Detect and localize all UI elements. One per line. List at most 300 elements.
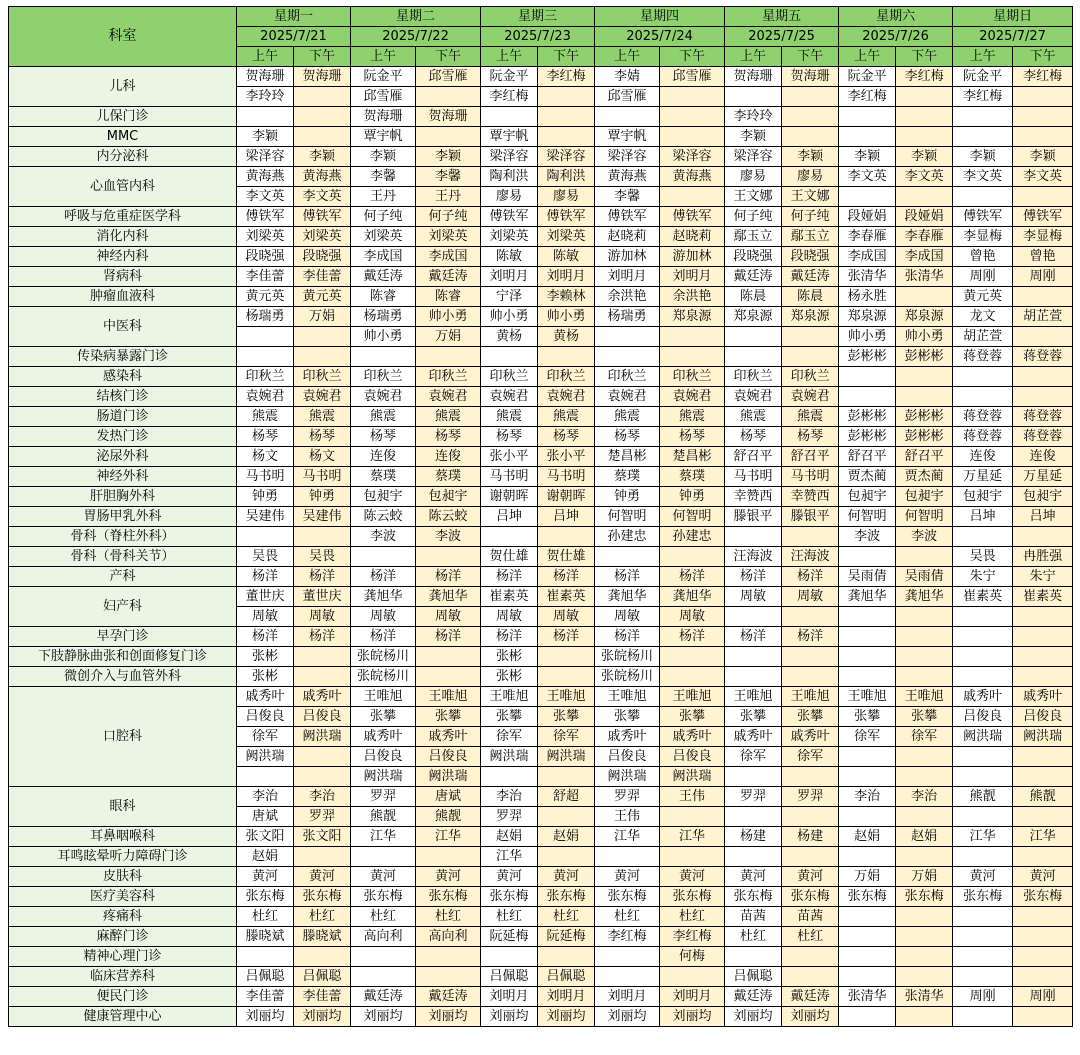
doctor-cell: 包昶宇 xyxy=(351,487,416,507)
doctor-cell: 黄河 xyxy=(294,867,351,887)
doctor-cell xyxy=(896,927,953,947)
doctor-cell: 陈晨 xyxy=(782,287,839,307)
doctor-cell: 杨洋 xyxy=(660,567,725,587)
doctor-cell: 杜红 xyxy=(481,907,538,927)
doctor-cell: 杨洋 xyxy=(660,627,725,647)
doctor-cell: 吕俊良 xyxy=(237,707,294,727)
doctor-cell: 熊震 xyxy=(351,407,416,427)
doctor-cell: 印秋兰 xyxy=(237,367,294,387)
doctor-cell: 李玲玲 xyxy=(725,107,782,127)
department-name: 内分泌科 xyxy=(9,147,237,167)
department-name: 肝胆胸外科 xyxy=(9,487,237,507)
table-row xyxy=(9,667,1073,687)
doctor-cell: 杨琴 xyxy=(351,427,416,447)
doctor-cell: 李治 xyxy=(237,787,294,807)
date-header: 2025/7/24 xyxy=(595,27,725,47)
doctor-cell xyxy=(725,87,782,107)
doctor-cell: 李春雁 xyxy=(839,227,896,247)
doctor-cell: 杨洋 xyxy=(725,567,782,587)
doctor-cell: 彭彬彬 xyxy=(839,407,896,427)
doctor-cell: 刘梁英 xyxy=(538,227,595,247)
doctor-cell: 刘梁英 xyxy=(416,227,481,247)
table-row xyxy=(9,487,1073,507)
doctor-cell xyxy=(953,807,1013,827)
doctor-cell: 刘丽均 xyxy=(416,1007,481,1027)
doctor-cell: 张彬 xyxy=(481,647,538,667)
doctor-cell xyxy=(481,347,538,367)
doctor-cell: 戴廷涛 xyxy=(725,987,782,1007)
doctor-cell xyxy=(953,947,1013,967)
doctor-cell xyxy=(953,367,1013,387)
doctor-cell: 李波 xyxy=(839,527,896,547)
doctor-cell: 戴廷涛 xyxy=(351,987,416,1007)
doctor-cell: 刘明月 xyxy=(481,987,538,1007)
department-name: 肿瘤血液科 xyxy=(9,287,237,307)
doctor-cell: 李显梅 xyxy=(1013,227,1073,247)
doctor-cell: 彭彬彬 xyxy=(896,347,953,367)
table-row xyxy=(9,307,1073,327)
doctor-cell: 张清华 xyxy=(896,987,953,1007)
doctor-cell xyxy=(416,547,481,567)
doctor-cell: 贺海珊 xyxy=(351,107,416,127)
doctor-cell: 周敏 xyxy=(538,607,595,627)
doctor-cell: 张皖杨川 xyxy=(351,667,416,687)
doctor-cell xyxy=(896,287,953,307)
doctor-cell: 张清华 xyxy=(896,267,953,287)
doctor-cell xyxy=(595,547,660,567)
doctor-cell: 熊靓 xyxy=(416,807,481,827)
doctor-cell xyxy=(595,107,660,127)
doctor-cell xyxy=(839,367,896,387)
doctor-cell xyxy=(660,647,725,667)
doctor-cell: 唐斌 xyxy=(416,787,481,807)
doctor-cell: 李馨 xyxy=(351,167,416,187)
doctor-cell xyxy=(839,767,896,787)
doctor-cell: 张东梅 xyxy=(237,887,294,907)
doctor-cell: 袁婉君 xyxy=(782,387,839,407)
pm-header: 下午 xyxy=(294,47,351,67)
doctor-cell: 杜红 xyxy=(782,927,839,947)
doctor-cell xyxy=(351,847,416,867)
doctor-cell: 滕晓斌 xyxy=(237,927,294,947)
doctor-cell: 朱宁 xyxy=(953,567,1013,587)
doctor-cell: 王唯旭 xyxy=(896,687,953,707)
table-row xyxy=(9,447,1073,467)
doctor-cell: 李赖林 xyxy=(538,287,595,307)
doctor-cell: 刘明月 xyxy=(660,987,725,1007)
doctor-cell: 舒召平 xyxy=(725,447,782,467)
doctor-cell: 吕俊良 xyxy=(1013,707,1073,727)
duty-schedule-table xyxy=(8,6,1073,1027)
doctor-cell: 李颖 xyxy=(1013,147,1073,167)
doctor-cell: 张清华 xyxy=(839,267,896,287)
pm-header: 下午 xyxy=(782,47,839,67)
doctor-cell xyxy=(1013,287,1073,307)
table-row xyxy=(9,387,1073,407)
doctor-cell xyxy=(782,967,839,987)
doctor-cell: 幸赞西 xyxy=(725,487,782,507)
doctor-cell: 万娟 xyxy=(896,867,953,887)
doctor-cell: 李文英 xyxy=(839,167,896,187)
doctor-cell: 张彬 xyxy=(237,667,294,687)
doctor-cell: 张攀 xyxy=(725,707,782,727)
doctor-cell xyxy=(595,347,660,367)
department-name: 肾病科 xyxy=(9,267,237,287)
doctor-cell xyxy=(896,967,953,987)
weekday-header: 星期六 xyxy=(839,7,953,27)
doctor-cell xyxy=(294,947,351,967)
doctor-cell: 熊震 xyxy=(595,407,660,427)
doctor-cell: 张皖杨川 xyxy=(595,667,660,687)
doctor-cell: 周刚 xyxy=(953,267,1013,287)
doctor-cell: 吕坤 xyxy=(481,507,538,527)
department-name: 消化内科 xyxy=(9,227,237,247)
doctor-cell xyxy=(953,847,1013,867)
doctor-cell: 刘丽均 xyxy=(294,1007,351,1027)
doctor-cell: 阙洪瑞 xyxy=(416,767,481,787)
doctor-cell xyxy=(839,627,896,647)
doctor-cell: 幸赞西 xyxy=(782,487,839,507)
doctor-cell xyxy=(1013,907,1073,927)
doctor-cell: 帅小勇 xyxy=(416,307,481,327)
doctor-cell: 周敏 xyxy=(481,607,538,627)
weekday-header: 星期四 xyxy=(595,7,725,27)
table-row xyxy=(9,367,1073,387)
doctor-cell: 吴畏 xyxy=(294,547,351,567)
doctor-cell: 王伟 xyxy=(660,787,725,807)
doctor-cell: 郑泉源 xyxy=(839,307,896,327)
doctor-cell: 钟勇 xyxy=(237,487,294,507)
department-name: 便民门诊 xyxy=(9,987,237,1007)
doctor-cell: 袁婉君 xyxy=(416,387,481,407)
doctor-cell xyxy=(896,767,953,787)
doctor-cell: 傅铁军 xyxy=(595,207,660,227)
table-row xyxy=(9,847,1073,867)
doctor-cell: 傅铁军 xyxy=(538,207,595,227)
doctor-cell: 蔡璞 xyxy=(660,467,725,487)
doctor-cell: 张东梅 xyxy=(595,887,660,907)
doctor-cell: 龚旭华 xyxy=(416,587,481,607)
department-name: 中医科 xyxy=(9,307,237,347)
doctor-cell xyxy=(416,87,481,107)
doctor-cell: 徐军 xyxy=(839,727,896,747)
doctor-cell xyxy=(839,667,896,687)
doctor-cell: 袁婉君 xyxy=(595,387,660,407)
doctor-cell xyxy=(839,107,896,127)
doctor-cell: 徐军 xyxy=(481,727,538,747)
doctor-cell xyxy=(782,327,839,347)
doctor-cell: 阙洪瑞 xyxy=(294,727,351,747)
doctor-cell xyxy=(782,647,839,667)
doctor-cell xyxy=(538,127,595,147)
department-name: 骨科（骨科关节） xyxy=(9,547,237,567)
doctor-cell xyxy=(725,607,782,627)
table-row xyxy=(9,227,1073,247)
doctor-cell: 张小平 xyxy=(481,447,538,467)
doctor-cell: 黄河 xyxy=(481,867,538,887)
doctor-cell: 何智明 xyxy=(660,507,725,527)
doctor-cell: 赵娟 xyxy=(839,827,896,847)
department-name: 发热门诊 xyxy=(9,427,237,447)
doctor-cell: 鄢玉立 xyxy=(782,227,839,247)
doctor-cell: 徐军 xyxy=(538,727,595,747)
doctor-cell: 黄元英 xyxy=(237,287,294,307)
doctor-cell xyxy=(660,847,725,867)
doctor-cell: 王文娜 xyxy=(725,187,782,207)
doctor-cell xyxy=(953,647,1013,667)
doctor-cell xyxy=(953,627,1013,647)
doctor-cell: 宁泽 xyxy=(481,287,538,307)
doctor-cell: 张清华 xyxy=(839,987,896,1007)
doctor-cell: 邱雪雁 xyxy=(416,67,481,87)
doctor-cell: 罗羿 xyxy=(294,807,351,827)
doctor-cell: 李佳蕾 xyxy=(294,987,351,1007)
doctor-cell xyxy=(660,187,725,207)
doctor-cell xyxy=(953,967,1013,987)
doctor-cell: 徐军 xyxy=(237,727,294,747)
doctor-cell: 楚昌彬 xyxy=(595,447,660,467)
doctor-cell xyxy=(660,967,725,987)
date-header: 2025/7/21 xyxy=(237,27,351,47)
doctor-cell: 印秋兰 xyxy=(481,367,538,387)
doctor-cell: 贺仕雄 xyxy=(538,547,595,567)
doctor-cell: 崔素英 xyxy=(953,587,1013,607)
doctor-cell: 印秋兰 xyxy=(595,367,660,387)
doctor-cell: 罗羿 xyxy=(725,787,782,807)
department-name: 呼吸与危重症医学科 xyxy=(9,207,237,227)
doctor-cell xyxy=(896,547,953,567)
doctor-cell: 李颖 xyxy=(896,147,953,167)
doctor-cell: 阙洪瑞 xyxy=(351,767,416,787)
doctor-cell: 刘丽均 xyxy=(782,1007,839,1027)
doctor-cell: 杨洋 xyxy=(481,627,538,647)
doctor-cell: 吕佩聪 xyxy=(294,967,351,987)
doctor-cell: 王唯旭 xyxy=(725,687,782,707)
doctor-cell xyxy=(416,347,481,367)
doctor-cell: 连俊 xyxy=(953,447,1013,467)
doctor-cell: 谢朝晖 xyxy=(481,487,538,507)
doctor-cell: 王唯旭 xyxy=(782,687,839,707)
doctor-cell: 吕佩聪 xyxy=(725,967,782,987)
doctor-cell xyxy=(839,127,896,147)
doctor-cell: 何智明 xyxy=(896,507,953,527)
doctor-cell xyxy=(237,327,294,347)
table-row xyxy=(9,347,1073,367)
doctor-cell: 陈睿 xyxy=(416,287,481,307)
department-name: 儿科 xyxy=(9,67,237,107)
doctor-cell: 段娅娟 xyxy=(896,207,953,227)
doctor-cell: 蔡璞 xyxy=(416,467,481,487)
doctor-cell xyxy=(1013,387,1073,407)
doctor-cell: 钟勇 xyxy=(294,487,351,507)
doctor-cell: 刘梁英 xyxy=(294,227,351,247)
doctor-cell xyxy=(294,667,351,687)
doctor-cell: 覃宇帆 xyxy=(351,127,416,147)
doctor-cell: 张攀 xyxy=(839,707,896,727)
doctor-cell: 李红梅 xyxy=(660,927,725,947)
table-row xyxy=(9,467,1073,487)
doctor-cell: 何子纯 xyxy=(351,207,416,227)
doctor-cell: 帅小勇 xyxy=(481,307,538,327)
doctor-cell: 罗羿 xyxy=(782,787,839,807)
doctor-cell xyxy=(725,527,782,547)
doctor-cell: 曾艳 xyxy=(1013,247,1073,267)
doctor-cell xyxy=(953,767,1013,787)
table-row xyxy=(9,287,1073,307)
doctor-cell: 李红梅 xyxy=(953,87,1013,107)
table-row xyxy=(9,687,1073,707)
doctor-cell: 阙洪瑞 xyxy=(538,747,595,767)
doctor-cell: 王唯旭 xyxy=(538,687,595,707)
doctor-cell: 杨洋 xyxy=(237,567,294,587)
doctor-cell: 李文英 xyxy=(294,187,351,207)
doctor-cell: 张攀 xyxy=(481,707,538,727)
doctor-cell: 陈晨 xyxy=(725,287,782,307)
doctor-cell xyxy=(839,547,896,567)
doctor-cell: 杨琴 xyxy=(416,427,481,447)
doctor-cell xyxy=(839,747,896,767)
doctor-cell: 赵晓莉 xyxy=(595,227,660,247)
doctor-cell: 谢朝晖 xyxy=(538,487,595,507)
doctor-cell: 楚昌彬 xyxy=(660,447,725,467)
doctor-cell: 戚秀叶 xyxy=(660,727,725,747)
am-header: 上午 xyxy=(595,47,660,67)
doctor-cell xyxy=(660,547,725,567)
doctor-cell: 何子纯 xyxy=(725,207,782,227)
department-name: 儿保门诊 xyxy=(9,107,237,127)
doctor-cell xyxy=(782,767,839,787)
weekday-header: 星期二 xyxy=(351,7,481,27)
doctor-cell: 蒋登蓉 xyxy=(1013,347,1073,367)
doctor-cell xyxy=(351,547,416,567)
doctor-cell: 李波 xyxy=(416,527,481,547)
doctor-cell: 张东梅 xyxy=(294,887,351,907)
doctor-cell: 吴畏 xyxy=(953,547,1013,567)
doctor-cell: 梁泽容 xyxy=(237,147,294,167)
doctor-cell xyxy=(481,947,538,967)
department-name: 结核门诊 xyxy=(9,387,237,407)
doctor-cell: 舒召平 xyxy=(782,447,839,467)
doctor-cell xyxy=(538,767,595,787)
doctor-cell: 李颖 xyxy=(294,147,351,167)
doctor-cell: 罗羿 xyxy=(351,787,416,807)
doctor-cell xyxy=(660,667,725,687)
doctor-cell: 张攀 xyxy=(416,707,481,727)
doctor-cell: 阮金平 xyxy=(351,67,416,87)
doctor-cell: 徐军 xyxy=(782,747,839,767)
doctor-cell: 阙洪瑞 xyxy=(595,767,660,787)
doctor-cell xyxy=(294,107,351,127)
doctor-cell: 袁婉君 xyxy=(538,387,595,407)
doctor-cell: 罗羿 xyxy=(595,787,660,807)
doctor-cell xyxy=(839,907,896,927)
doctor-cell xyxy=(782,347,839,367)
doctor-cell: 江华 xyxy=(1013,827,1073,847)
doctor-cell: 何智明 xyxy=(595,507,660,527)
doctor-cell: 刘丽均 xyxy=(538,1007,595,1027)
doctor-cell: 吕坤 xyxy=(538,507,595,527)
doctor-cell xyxy=(782,667,839,687)
doctor-cell: 傅铁军 xyxy=(1013,207,1073,227)
doctor-cell: 戚秀叶 xyxy=(725,727,782,747)
doctor-cell: 高向利 xyxy=(416,927,481,947)
doctor-cell: 蔡璞 xyxy=(351,467,416,487)
doctor-cell: 陶利洪 xyxy=(538,167,595,187)
doctor-cell: 杜红 xyxy=(237,907,294,927)
doctor-cell: 王唯旭 xyxy=(660,687,725,707)
table-row xyxy=(9,787,1073,807)
doctor-cell: 阙洪瑞 xyxy=(481,747,538,767)
table-row xyxy=(9,207,1073,227)
doctor-cell: 周敏 xyxy=(351,607,416,627)
doctor-cell: 袁婉君 xyxy=(351,387,416,407)
doctor-cell: 黄元英 xyxy=(953,287,1013,307)
doctor-cell: 印秋兰 xyxy=(782,367,839,387)
doctor-cell xyxy=(896,1007,953,1027)
doctor-cell: 张攀 xyxy=(896,707,953,727)
doctor-cell: 杨琴 xyxy=(538,427,595,447)
doctor-cell: 张攀 xyxy=(351,707,416,727)
doctor-cell: 马书明 xyxy=(481,467,538,487)
doctor-cell: 郑泉源 xyxy=(660,307,725,327)
doctor-cell xyxy=(481,107,538,127)
doctor-cell xyxy=(953,107,1013,127)
doctor-cell: 崔素英 xyxy=(481,587,538,607)
doctor-cell xyxy=(953,187,1013,207)
doctor-cell: 廖易 xyxy=(481,187,538,207)
doctor-cell: 黄杨 xyxy=(538,327,595,347)
doctor-cell: 张攀 xyxy=(538,707,595,727)
doctor-cell: 杨琴 xyxy=(237,427,294,447)
doctor-cell xyxy=(237,107,294,127)
doctor-cell: 覃宇帆 xyxy=(481,127,538,147)
doctor-cell: 张东梅 xyxy=(481,887,538,907)
table-row xyxy=(9,407,1073,427)
doctor-cell: 陈敏 xyxy=(538,247,595,267)
doctor-cell: 刘丽均 xyxy=(481,1007,538,1027)
doctor-cell: 廖易 xyxy=(725,167,782,187)
doctor-cell: 刘梁英 xyxy=(481,227,538,247)
doctor-cell: 李红梅 xyxy=(896,67,953,87)
doctor-cell: 张东梅 xyxy=(896,887,953,907)
doctor-cell: 鄢玉立 xyxy=(725,227,782,247)
doctor-cell: 贺海珊 xyxy=(725,67,782,87)
am-header: 上午 xyxy=(351,47,416,67)
doctor-cell: 周敏 xyxy=(237,607,294,627)
doctor-cell xyxy=(953,607,1013,627)
doctor-cell: 袁婉君 xyxy=(237,387,294,407)
doctor-cell: 李治 xyxy=(294,787,351,807)
doctor-cell: 梁泽容 xyxy=(481,147,538,167)
doctor-cell xyxy=(1013,367,1073,387)
doctor-cell xyxy=(896,667,953,687)
table-body xyxy=(9,67,1073,1027)
doctor-cell: 李颖 xyxy=(237,127,294,147)
doctor-cell: 熊震 xyxy=(294,407,351,427)
doctor-cell xyxy=(294,127,351,147)
doctor-cell: 李颖 xyxy=(953,147,1013,167)
doctor-cell: 阙洪瑞 xyxy=(237,747,294,767)
doctor-cell: 何子纯 xyxy=(416,207,481,227)
doctor-cell: 黄海燕 xyxy=(237,167,294,187)
doctor-cell: 张文阳 xyxy=(237,827,294,847)
table-row xyxy=(9,67,1073,87)
table-row xyxy=(9,587,1073,607)
doctor-cell: 黄河 xyxy=(660,867,725,887)
doctor-cell: 赵晓莉 xyxy=(660,227,725,247)
doctor-cell: 龚旭华 xyxy=(839,587,896,607)
doctor-cell xyxy=(595,947,660,967)
